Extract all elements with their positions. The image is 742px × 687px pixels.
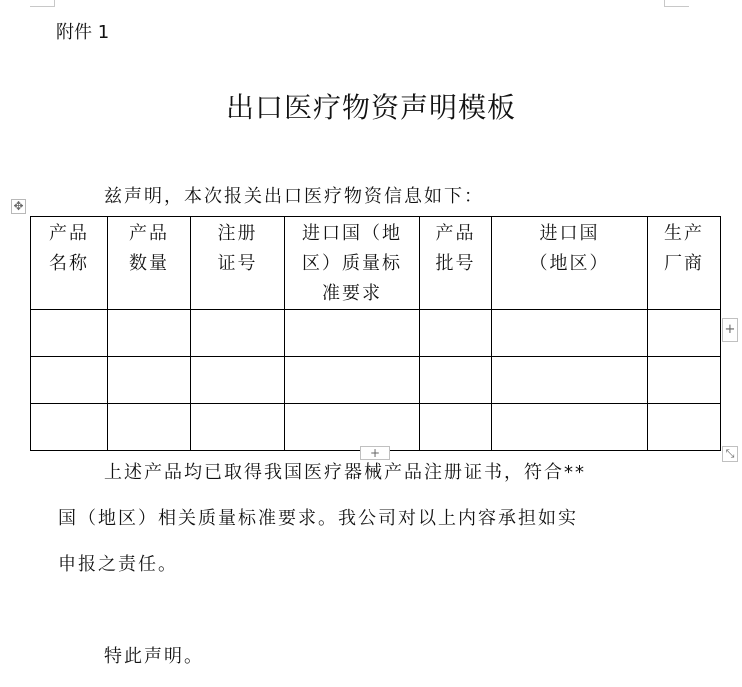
table-cell[interactable] bbox=[108, 404, 191, 451]
table-cell[interactable] bbox=[420, 404, 492, 451]
plus-icon: + bbox=[724, 322, 736, 337]
header-import-country[interactable]: 进口国 （地区） bbox=[492, 217, 648, 310]
body-paragraph-line-2: 国（地区）相关质量标准要求。我公司对以上内容承担如实 bbox=[58, 508, 578, 529]
table-cell[interactable] bbox=[492, 310, 648, 357]
header-manufacturer[interactable]: 生产 厂商 bbox=[648, 217, 721, 310]
table-cell[interactable] bbox=[191, 310, 285, 357]
table-row bbox=[31, 310, 721, 357]
header-registration-number[interactable]: 注册 证号 bbox=[191, 217, 285, 310]
table-resize-handle[interactable] bbox=[722, 446, 738, 462]
table-header-row bbox=[31, 217, 721, 310]
table-cell[interactable] bbox=[648, 310, 721, 357]
table-cell[interactable] bbox=[31, 404, 108, 451]
attachment-label: 附件 1 bbox=[56, 22, 110, 43]
table-cell[interactable] bbox=[648, 357, 721, 404]
intro-paragraph: 兹声明，本次报关出口医疗物资信息如下： bbox=[104, 186, 484, 207]
table-cell[interactable] bbox=[31, 310, 108, 357]
header-product-quantity[interactable]: 产品 数量 bbox=[108, 217, 191, 310]
table-cell[interactable] bbox=[492, 357, 648, 404]
table-move-handle[interactable] bbox=[11, 199, 26, 214]
add-row-button[interactable] bbox=[722, 318, 738, 342]
table-cell[interactable] bbox=[191, 357, 285, 404]
table-cell[interactable] bbox=[285, 310, 420, 357]
move-icon: ✥ bbox=[13, 199, 24, 213]
body-paragraph-line-1: 上述产品均已取得我国医疗器械产品注册证书，符合** bbox=[104, 462, 586, 483]
table-cell[interactable] bbox=[648, 404, 721, 451]
table-cell[interactable] bbox=[191, 404, 285, 451]
right-margin-marker bbox=[664, 0, 689, 7]
table-cell[interactable] bbox=[108, 310, 191, 357]
table-cell[interactable] bbox=[420, 310, 492, 357]
table-row bbox=[31, 357, 721, 404]
table-cell[interactable] bbox=[285, 357, 420, 404]
page-title: 出口医疗物资声明模板 bbox=[225, 91, 516, 124]
resize-icon: ⤡ bbox=[725, 447, 735, 460]
table-cell[interactable] bbox=[420, 357, 492, 404]
table-cell[interactable] bbox=[285, 404, 420, 451]
table-row bbox=[31, 404, 721, 451]
table-cell[interactable] bbox=[31, 357, 108, 404]
table-cell[interactable] bbox=[108, 357, 191, 404]
declaration-table bbox=[30, 216, 721, 451]
closing-statement: 特此声明。 bbox=[104, 646, 204, 667]
body-paragraph-line-3: 申报之责任。 bbox=[58, 554, 178, 575]
plus-icon: + bbox=[369, 446, 381, 460]
left-margin-marker bbox=[30, 0, 55, 7]
header-product-name[interactable]: 产品 名称 bbox=[31, 217, 108, 310]
header-batch-number[interactable]: 产品 批号 bbox=[420, 217, 492, 310]
table-cell[interactable] bbox=[492, 404, 648, 451]
header-quality-standard[interactable]: 进口国（地 区）质量标 准要求 bbox=[285, 217, 420, 310]
